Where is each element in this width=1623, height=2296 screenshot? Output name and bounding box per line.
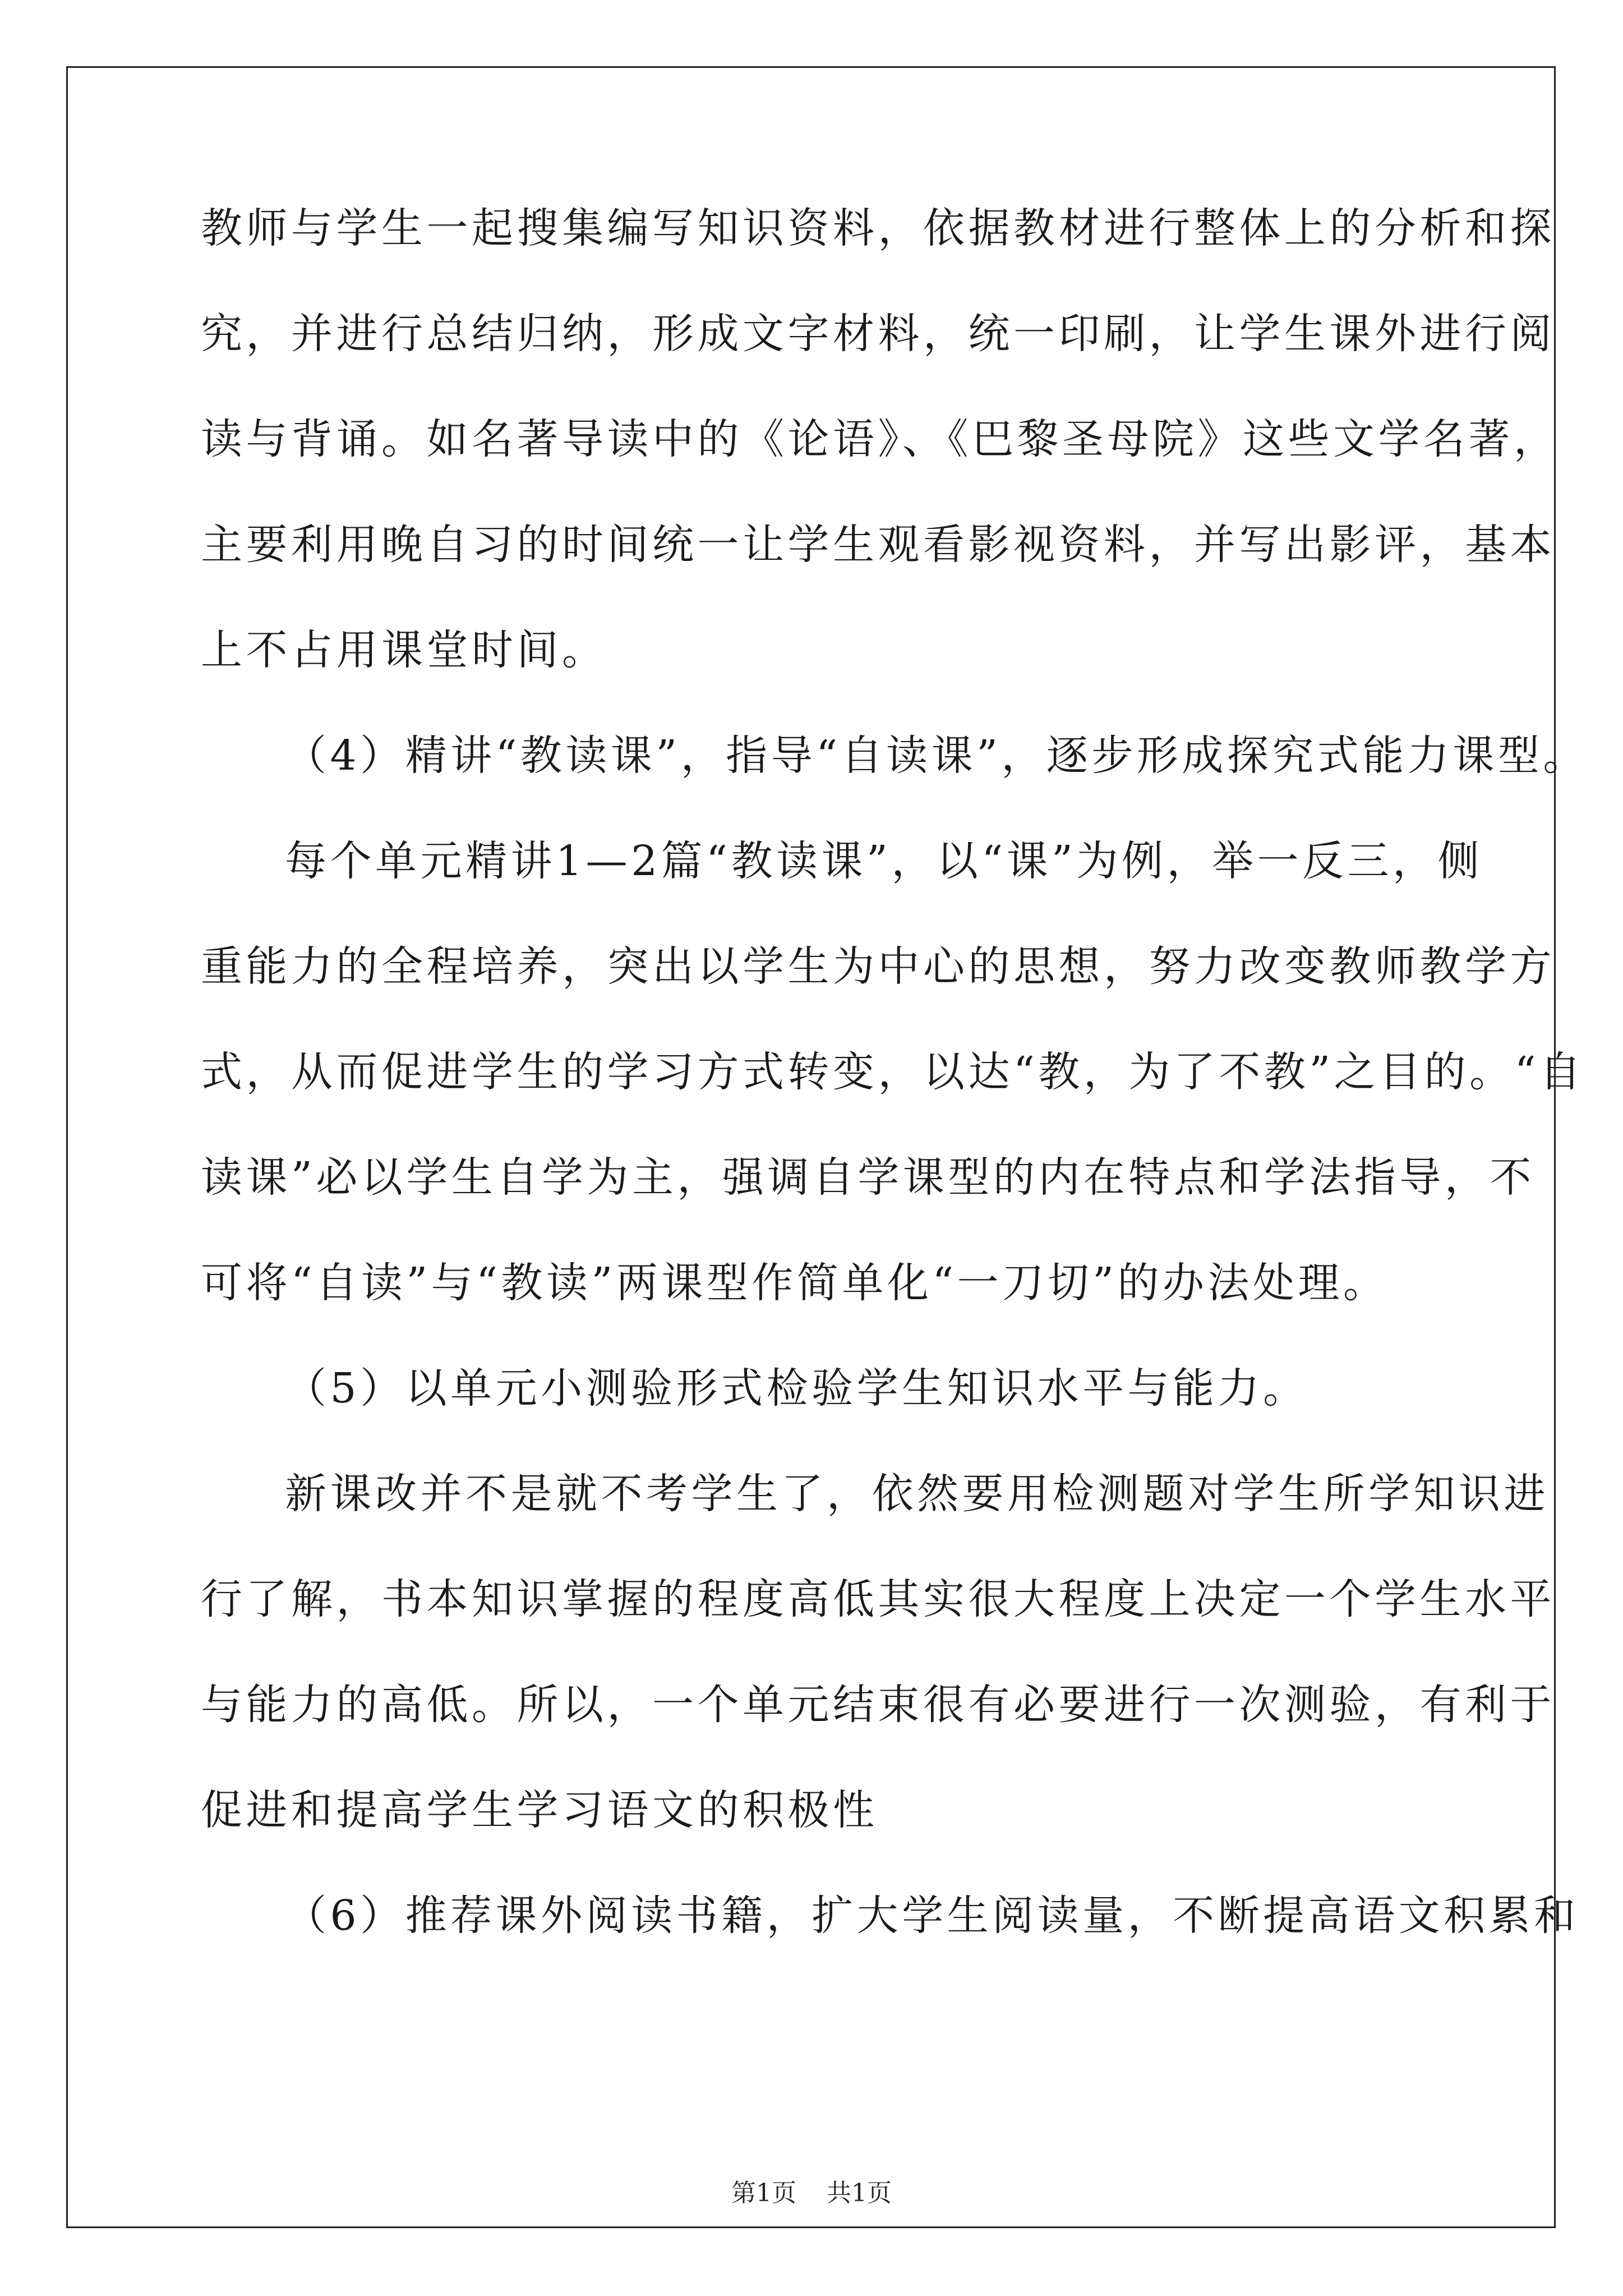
text-line: 促进和提高学生学习语文的积极性 [201, 1786, 878, 1834]
text-line: 与能力的高低。所以，一个单元结束很有必要进行一次测验，有利于 [201, 1681, 1555, 1729]
section-heading-6: （6）推荐课外阅读书籍，扩大学生阅读量，不断提高语文积累和 [285, 1892, 1579, 1940]
paragraph-start: 新课改并不是就不考学生了，依然要用检测题对学生所学知识进 [285, 1470, 1549, 1518]
text-line: 可将“自读”与“教读”两课型作简单化“一刀切”的办法处理。 [201, 1259, 1389, 1307]
paragraph-start: 每个单元精讲1—2篇“教读课”，以“课”为例，举一反三，侧 [285, 837, 1483, 885]
text-line: 重能力的全程培养，突出以学生为中心的思想，努力改变教师教学方 [201, 942, 1555, 991]
page-number-current: 第1页 [731, 2179, 796, 2207]
text-line: 读与背诵。如名著导读中的《论语》、《巴黎圣母院》这些文学名著， [201, 415, 1559, 463]
text-line: 究，并进行总结归纳，形成文字材料，统一印刷，让学生课外进行阅 [201, 310, 1555, 358]
text-line: 主要利用晚自习的时间统一让学生观看影视资料，并写出影评，基本 [201, 521, 1555, 569]
section-heading-5: （5）以单元小测验形式检验学生知识水平与能力。 [285, 1364, 1308, 1412]
text-line: 式，从而促进学生的学习方式转变，以达“教，为了不教”之目的。“自 [201, 1048, 1585, 1096]
text-line: 上不占用课堂时间。 [201, 626, 607, 674]
section-heading-4: （4）精讲“教读课”，指导“自读课”，逐步形成探究式能力课型。 [285, 731, 1588, 780]
page-footer [0, 2181, 1623, 2206]
text-line: 行了解，书本知识掌握的程度高低其实很大程度上决定一个学生水平 [201, 1575, 1555, 1623]
document-body [201, 204, 1588, 2000]
text-line: 读课”必以学生自学为主，强调自学课型的内在特点和学法指导，不 [201, 1153, 1535, 1202]
page-number-total: 共1页 [827, 2179, 892, 2207]
text-line: 教师与学生一起搜集编写知识资料，依据教材进行整体上的分析和探 [201, 204, 1555, 252]
